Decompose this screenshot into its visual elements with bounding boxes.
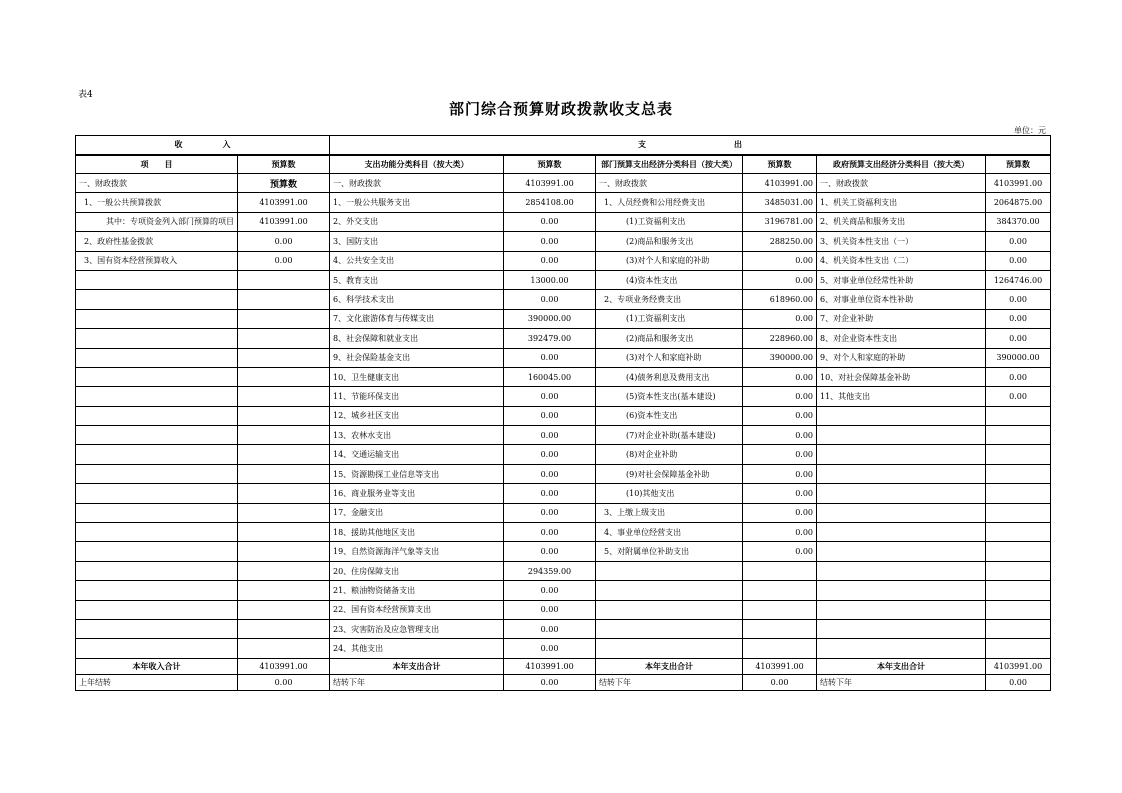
function-amount: 390000.00 xyxy=(504,309,596,328)
dept-econ-item: (4)债务利息及费用支出 xyxy=(596,367,743,386)
income-group-header: 收 入 xyxy=(76,136,330,155)
dept-econ-amount: 0.00 xyxy=(743,387,817,406)
function-amount: 0.00 xyxy=(504,464,596,483)
gov-econ-amount: 1264746.00 xyxy=(986,270,1051,289)
function-amount: 0.00 xyxy=(504,542,596,561)
dept-econ-item xyxy=(596,619,743,638)
income-amount xyxy=(238,270,330,289)
income-item xyxy=(76,561,238,580)
budget-summary-table xyxy=(75,135,1051,691)
gov-econ-item xyxy=(817,426,986,445)
income-item xyxy=(76,426,238,445)
dept-econ-amount: 3196781.00 xyxy=(743,212,817,231)
income-amount xyxy=(238,503,330,522)
dept-econ-item: 4、事业单位经营支出 xyxy=(596,523,743,542)
carry-income-amount: 0.00 xyxy=(238,674,330,690)
gov-econ-item: 8、对企业资本性支出 xyxy=(817,329,986,348)
gov-econ-amount-header: 预算数 xyxy=(986,155,1051,174)
dept-econ-item: (3)对个人和家庭补助 xyxy=(596,348,743,367)
income-item: 3、国有资本经营预算收入 xyxy=(76,251,238,270)
gov-econ-amount: 0.00 xyxy=(986,290,1051,309)
dept-econ-amount: 0.00 xyxy=(743,251,817,270)
gov-econ-item: 7、对企业补助 xyxy=(817,309,986,328)
table-number-label: 表4 xyxy=(78,90,93,100)
gov-econ-amount xyxy=(986,406,1051,425)
table-row xyxy=(76,232,1051,251)
table-row xyxy=(76,406,1051,425)
gov-econ-item: 9、对个人和家庭的补助 xyxy=(817,348,986,367)
function-amount: 0.00 xyxy=(504,232,596,251)
table-row xyxy=(76,212,1051,231)
function-class-item: 2、外交支出 xyxy=(330,212,504,231)
function-amount: 0.00 xyxy=(504,523,596,542)
function-amount: 0.00 xyxy=(504,406,596,425)
table-row xyxy=(76,503,1051,522)
income-item xyxy=(76,464,238,483)
function-amount: 13000.00 xyxy=(504,270,596,289)
gov-econ-item xyxy=(817,542,986,561)
function-class-header: 支出功能分类科目（按大类） xyxy=(330,155,504,174)
income-amount xyxy=(238,426,330,445)
dept-econ-amount xyxy=(743,600,817,619)
totals-function-amount: 4103991.00 xyxy=(504,658,596,674)
gov-econ-item: 3、机关资本性支出（一） xyxy=(817,232,986,251)
income-item: 2、政府性基金拨款 xyxy=(76,232,238,251)
dept-econ-amount: 0.00 xyxy=(743,270,817,289)
gov-econ-item xyxy=(817,600,986,619)
table-row xyxy=(76,523,1051,542)
dept-econ-amount: 618960.00 xyxy=(743,290,817,309)
income-amount xyxy=(238,600,330,619)
table-row xyxy=(76,542,1051,561)
income-item xyxy=(76,367,238,386)
carry-dept-econ-amount: 0.00 xyxy=(743,674,817,690)
totals-gov-econ-amount: 4103991.00 xyxy=(986,658,1051,674)
dept-econ-item: (1)工资福利支出 xyxy=(596,212,743,231)
dept-econ-amount xyxy=(743,619,817,638)
table-row xyxy=(76,484,1051,503)
income-amount xyxy=(238,639,330,658)
dept-econ-item: 1、人员经费和公用经费支出 xyxy=(596,193,743,212)
table-row xyxy=(76,270,1051,289)
dept-econ-amount xyxy=(743,561,817,580)
function-class-item: 20、住房保障支出 xyxy=(330,561,504,580)
gov-econ-item: 2、机关商品和服务支出 xyxy=(817,212,986,231)
income-item xyxy=(76,329,238,348)
income-item xyxy=(76,387,238,406)
income-amount-header: 预算数 xyxy=(238,155,330,174)
carry-row xyxy=(76,674,1051,690)
page-title: 部门综合预算财政拨款收支总表 xyxy=(448,100,673,118)
income-amount xyxy=(238,484,330,503)
function-class-item: 16、商业服务业等支出 xyxy=(330,484,504,503)
gov-econ-item xyxy=(817,503,986,522)
table-row xyxy=(76,561,1051,580)
table-row xyxy=(76,387,1051,406)
function-amount: 160045.00 xyxy=(504,367,596,386)
income-item xyxy=(76,542,238,561)
gov-econ-amount: 0.00 xyxy=(986,367,1051,386)
dept-econ-amount: 0.00 xyxy=(743,523,817,542)
totals-income-item: 本年收入合计 xyxy=(76,658,238,674)
carry-income-item: 上年结转 xyxy=(76,674,238,690)
function-class-item: 3、国防支出 xyxy=(330,232,504,251)
dept-econ-amount: 3485031.00 xyxy=(743,193,817,212)
gov-econ-item xyxy=(817,561,986,580)
dept-econ-amount: 228960.00 xyxy=(743,329,817,348)
income-amount xyxy=(238,619,330,638)
totals-dept-econ-amount: 4103991.00 xyxy=(743,658,817,674)
income-amount xyxy=(238,367,330,386)
totals-dept-econ-item: 本年支出合计 xyxy=(596,658,743,674)
expense-group-header: 支 出 xyxy=(330,136,1051,155)
gov-econ-amount xyxy=(986,639,1051,658)
gov-econ-item: 4、机关资本性支出（二） xyxy=(817,251,986,270)
income-item xyxy=(76,503,238,522)
function-class-item: 14、交通运输支出 xyxy=(330,445,504,464)
dept-econ-amount: 0.00 xyxy=(743,426,817,445)
gov-econ-class-header: 政府预算支出经济分类科目（按大类） xyxy=(817,155,986,174)
gov-econ-item xyxy=(817,464,986,483)
table-row xyxy=(76,193,1051,212)
function-class-item: 5、教育支出 xyxy=(330,270,504,289)
income-item xyxy=(76,619,238,638)
income-item xyxy=(76,290,238,309)
income-amount: 4103991.00 xyxy=(238,212,330,231)
dept-econ-amount: 0.00 xyxy=(743,484,817,503)
gov-econ-amount xyxy=(986,561,1051,580)
gov-econ-item: 5、对事业单位经常性补助 xyxy=(817,270,986,289)
dept-econ-item: 5、对附属单位补助支出 xyxy=(596,542,743,561)
income-item xyxy=(76,348,238,367)
income-item-header: 项 目 xyxy=(76,155,238,174)
income-item xyxy=(76,484,238,503)
gov-econ-item: 11、其他支出 xyxy=(817,387,986,406)
gov-econ-amount xyxy=(986,542,1051,561)
carry-function-amount: 0.00 xyxy=(504,674,596,690)
income-amount xyxy=(238,581,330,600)
function-class-item: 21、粮油物资储备支出 xyxy=(330,581,504,600)
income-amount xyxy=(238,542,330,561)
function-class-item: 6、科学技术支出 xyxy=(330,290,504,309)
income-amount xyxy=(238,406,330,425)
income-amount xyxy=(238,387,330,406)
unit-label: 单位：元 xyxy=(1014,126,1046,135)
function-amount: 0.00 xyxy=(504,251,596,270)
dept-econ-item: (2)商品和服务支出 xyxy=(596,329,743,348)
table-row xyxy=(76,619,1051,638)
gov-econ-amount xyxy=(986,464,1051,483)
gov-econ-amount xyxy=(986,600,1051,619)
dept-econ-amount: 4103991.00 xyxy=(743,174,817,193)
table-row xyxy=(76,464,1051,483)
function-amount: 392479.00 xyxy=(504,329,596,348)
dept-econ-item: (10)其他支出 xyxy=(596,484,743,503)
function-amount: 4103991.00 xyxy=(504,174,596,193)
function-class-item: 8、社会保障和就业支出 xyxy=(330,329,504,348)
gov-econ-amount: 0.00 xyxy=(986,309,1051,328)
gov-econ-amount xyxy=(986,484,1051,503)
function-class-item: 10、卫生健康支出 xyxy=(330,367,504,386)
gov-econ-amount xyxy=(986,503,1051,522)
income-amount xyxy=(238,561,330,580)
gov-econ-item xyxy=(817,523,986,542)
dept-econ-item: 2、专项业务经费支出 xyxy=(596,290,743,309)
dept-econ-item: 一、财政拨款 xyxy=(596,174,743,193)
gov-econ-item: 一、财政拨款 xyxy=(817,174,986,193)
gov-econ-item xyxy=(817,619,986,638)
function-amount: 0.00 xyxy=(504,581,596,600)
income-amount xyxy=(238,329,330,348)
income-amount xyxy=(238,348,330,367)
dept-econ-item: (3)对个人和家庭的补助 xyxy=(596,251,743,270)
dept-econ-item: (4)资本性支出 xyxy=(596,270,743,289)
table-row xyxy=(76,174,1051,193)
gov-econ-item xyxy=(817,445,986,464)
income-item xyxy=(76,523,238,542)
gov-econ-amount: 0.00 xyxy=(986,387,1051,406)
gov-econ-amount: 2064875.00 xyxy=(986,193,1051,212)
total-row xyxy=(76,658,1051,674)
dept-econ-item xyxy=(596,639,743,658)
function-amount-header: 预算数 xyxy=(504,155,596,174)
dept-econ-class-header: 部门预算支出经济分类科目（按大类） xyxy=(596,155,743,174)
dept-econ-amount: 0.00 xyxy=(743,367,817,386)
income-item: 一、财政拨款 xyxy=(76,174,238,193)
function-amount: 0.00 xyxy=(504,639,596,658)
gov-econ-item: 6、对事业单位资本性补助 xyxy=(817,290,986,309)
income-item xyxy=(76,309,238,328)
dept-econ-amount: 0.00 xyxy=(743,464,817,483)
income-amount xyxy=(238,445,330,464)
income-item xyxy=(76,445,238,464)
gov-econ-item: 10、对社会保障基金补助 xyxy=(817,367,986,386)
gov-econ-amount: 4103991.00 xyxy=(986,174,1051,193)
dept-econ-item: (2)商品和服务支出 xyxy=(596,232,743,251)
gov-econ-item: 1、机关工资福利支出 xyxy=(817,193,986,212)
table-row xyxy=(76,329,1051,348)
function-amount: 0.00 xyxy=(504,445,596,464)
function-class-item: 一、财政拨款 xyxy=(330,174,504,193)
function-amount: 0.00 xyxy=(504,212,596,231)
gov-econ-amount: 0.00 xyxy=(986,251,1051,270)
carry-gov-econ-amount: 0.00 xyxy=(986,674,1051,690)
dept-econ-amount: 0.00 xyxy=(743,503,817,522)
function-amount: 0.00 xyxy=(504,503,596,522)
dept-econ-item: (9)对社会保障基金补助 xyxy=(596,464,743,483)
function-class-item: 17、金融支出 xyxy=(330,503,504,522)
table-row xyxy=(76,309,1051,328)
function-class-item: 12、城乡社区支出 xyxy=(330,406,504,425)
income-item: 1、一般公共预算拨款 xyxy=(76,193,238,212)
function-class-item: 18、援助其他地区支出 xyxy=(330,523,504,542)
function-class-item: 4、公共安全支出 xyxy=(330,251,504,270)
income-amount xyxy=(238,290,330,309)
income-item xyxy=(76,639,238,658)
totals-function-class-item: 本年支出合计 xyxy=(330,658,504,674)
gov-econ-item xyxy=(817,484,986,503)
dept-econ-amount: 0.00 xyxy=(743,406,817,425)
function-class-item: 11、节能环保支出 xyxy=(330,387,504,406)
carry-dept-econ-item: 结转下年 xyxy=(596,674,743,690)
function-amount: 0.00 xyxy=(504,600,596,619)
dept-econ-amount xyxy=(743,639,817,658)
table-row xyxy=(76,426,1051,445)
function-class-item: 15、资源勘探工业信息等支出 xyxy=(330,464,504,483)
gov-econ-amount xyxy=(986,523,1051,542)
income-amount: 预算数 xyxy=(238,174,330,193)
dept-econ-item: (8)对企业补助 xyxy=(596,445,743,464)
dept-econ-item: (6)资本性支出 xyxy=(596,406,743,425)
table-row xyxy=(76,600,1051,619)
function-amount: 0.00 xyxy=(504,426,596,445)
income-amount: 0.00 xyxy=(238,232,330,251)
dept-econ-amount: 0.00 xyxy=(743,542,817,561)
function-amount: 0.00 xyxy=(504,484,596,503)
dept-econ-amount: 390000.00 xyxy=(743,348,817,367)
table-row xyxy=(76,581,1051,600)
dept-econ-item xyxy=(596,600,743,619)
dept-econ-item: 3、上缴上级支出 xyxy=(596,503,743,522)
gov-econ-amount xyxy=(986,426,1051,445)
totals-gov-econ-item: 本年支出合计 xyxy=(817,658,986,674)
function-amount: 0.00 xyxy=(504,387,596,406)
function-class-item: 19、自然资源海洋气象等支出 xyxy=(330,542,504,561)
dept-econ-amount: 0.00 xyxy=(743,445,817,464)
income-item xyxy=(76,406,238,425)
table-row xyxy=(76,290,1051,309)
gov-econ-item xyxy=(817,406,986,425)
gov-econ-item xyxy=(817,581,986,600)
income-amount: 4103991.00 xyxy=(238,193,330,212)
income-item: 其中：专项资金列入部门预算的项目 xyxy=(76,212,238,231)
income-amount xyxy=(238,309,330,328)
function-class-item: 23、灾害防治及应急管理支出 xyxy=(330,619,504,638)
table-row xyxy=(76,251,1051,270)
function-class-item: 7、文化旅游体育与传媒支出 xyxy=(330,309,504,328)
function-amount: 294359.00 xyxy=(504,561,596,580)
dept-econ-item xyxy=(596,561,743,580)
function-amount: 0.00 xyxy=(504,619,596,638)
table-row xyxy=(76,639,1051,658)
table-row xyxy=(76,367,1051,386)
function-amount: 2854108.00 xyxy=(504,193,596,212)
income-item xyxy=(76,581,238,600)
gov-econ-amount xyxy=(986,445,1051,464)
gov-econ-amount: 384370.00 xyxy=(986,212,1051,231)
income-item xyxy=(76,600,238,619)
dept-econ-amount: 288250.00 xyxy=(743,232,817,251)
dept-econ-item: (7)对企业补助(基本建设) xyxy=(596,426,743,445)
function-class-item: 22、国有资本经营预算支出 xyxy=(330,600,504,619)
gov-econ-item xyxy=(817,639,986,658)
function-class-item: 1、一般公共服务支出 xyxy=(330,193,504,212)
table-row xyxy=(76,348,1051,367)
gov-econ-amount xyxy=(986,619,1051,638)
function-class-item: 13、农林水支出 xyxy=(330,426,504,445)
totals-income-amount: 4103991.00 xyxy=(238,658,330,674)
dept-econ-item: (1)工资福利支出 xyxy=(596,309,743,328)
income-amount xyxy=(238,464,330,483)
gov-econ-amount xyxy=(986,581,1051,600)
income-item xyxy=(76,270,238,289)
table-row xyxy=(76,445,1051,464)
function-amount: 0.00 xyxy=(504,290,596,309)
carry-function-class-item: 结转下年 xyxy=(330,674,504,690)
gov-econ-amount: 0.00 xyxy=(986,232,1051,251)
carry-gov-econ-item: 结转下年 xyxy=(817,674,986,690)
dept-econ-amount-header: 预算数 xyxy=(743,155,817,174)
dept-econ-amount: 0.00 xyxy=(743,309,817,328)
dept-econ-item xyxy=(596,581,743,600)
function-amount: 0.00 xyxy=(504,348,596,367)
gov-econ-amount: 0.00 xyxy=(986,329,1051,348)
dept-econ-amount xyxy=(743,581,817,600)
dept-econ-item: (5)资本性支出(基本建设) xyxy=(596,387,743,406)
income-amount: 0.00 xyxy=(238,251,330,270)
function-class-item: 24、其他支出 xyxy=(330,639,504,658)
income-amount xyxy=(238,523,330,542)
gov-econ-amount: 390000.00 xyxy=(986,348,1051,367)
function-class-item: 9、社会保险基金支出 xyxy=(330,348,504,367)
